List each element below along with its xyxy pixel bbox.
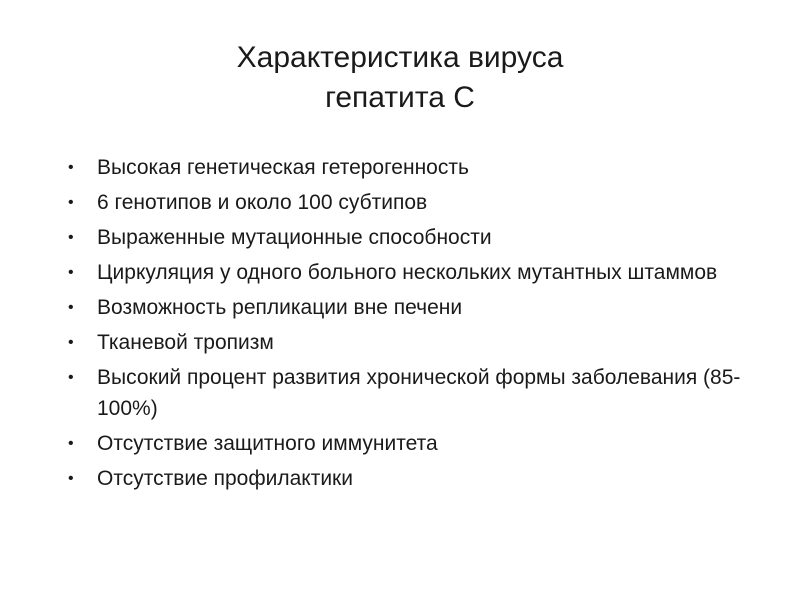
list-item-text: Возможность репликации вне печени xyxy=(97,296,463,319)
bullet-icon: • xyxy=(68,159,74,176)
bullet-icon: • xyxy=(68,229,74,246)
list-item-text: Высокий процент развития хронической формы заболевания (85-100%) xyxy=(97,366,741,420)
bullet-icon: • xyxy=(68,264,74,281)
list-item-text: Отсутствие профилактики xyxy=(97,467,353,490)
slide-title xyxy=(100,38,700,118)
list-item-text: Циркуляция у одного больного нескольких мутантных штаммов xyxy=(97,261,718,284)
list-item xyxy=(64,222,754,253)
slide-title-line-1: Характеристика вируса xyxy=(236,41,564,74)
list-item xyxy=(64,463,754,494)
bullet-icon: • xyxy=(68,369,74,386)
bullet-list xyxy=(64,152,754,498)
list-item xyxy=(64,152,754,183)
list-item-text: Выраженные мутационные способности xyxy=(97,226,492,249)
list-item xyxy=(64,257,754,288)
bullet-icon: • xyxy=(68,470,74,487)
bullet-icon: • xyxy=(68,435,74,452)
list-item-text: 6 генотипов и около 100 субтипов xyxy=(97,191,428,214)
list-item-text: Высокая генетическая гетерогенность xyxy=(97,156,469,179)
bullet-icon: • xyxy=(68,194,74,211)
list-item xyxy=(64,428,754,459)
list-item xyxy=(64,292,754,323)
list-item-text: Тканевой тропизм xyxy=(97,331,274,354)
bullet-icon: • xyxy=(68,334,74,351)
list-item xyxy=(64,187,754,218)
list-item-text: Отсутствие защитного иммунитета xyxy=(97,432,438,455)
bullet-icon: • xyxy=(68,299,74,316)
list-item xyxy=(64,327,754,358)
list-item xyxy=(64,362,754,424)
slide-title-line-2: гепатита С xyxy=(325,81,475,114)
